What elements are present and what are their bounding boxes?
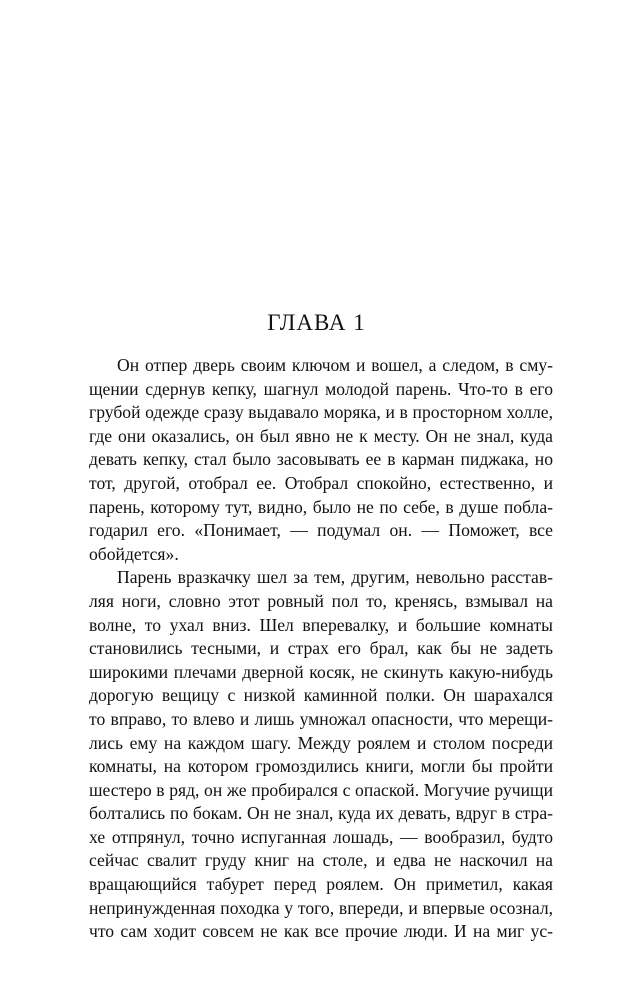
text-line: парень, которому тут, видно, было не по себе, в душе побла-: [89, 496, 553, 517]
body-text: [89, 354, 553, 944]
text-line: хе отпрянул, точно испуганная лошадь, — вообразил, будто: [89, 826, 553, 847]
text-line: сейчас свалит груду книг на столе, и едва не наскочил на: [89, 850, 553, 871]
text-line: волне, то ухал вниз. Шел вперевалку, и большие комнаты: [89, 614, 553, 635]
text-line: шестеро в ряд, он же пробирался с опаской. Могучие ручищи: [89, 779, 553, 800]
text-line: болтались по бокам. Он не знал, куда их девать, вдруг в стра-: [89, 803, 553, 824]
text-line: широкими плечами дверной косяк, не скинуть какую-нибудь: [89, 661, 553, 682]
text-line: вращающийся табурет перед роялем. Он приметил, какая: [89, 874, 553, 895]
text-line: девать кепку, стал было засовывать ее в карман пиджака, но: [89, 449, 553, 470]
chapter-title: ГЛАВА 1: [267, 310, 366, 335]
text-line: комнаты, на котором громоздились книги, могли бы пройти: [89, 756, 553, 777]
text-line: лись ему на каждом шагу. Между роялем и столом посреди: [89, 732, 553, 753]
text-line: то вправо, то влево и лишь умножал опасности, что мерещи-: [89, 708, 553, 729]
text-line: годарил его. «Понимает, — подумал он. — Поможет, все: [89, 520, 553, 541]
paragraph-1: [89, 354, 553, 566]
text-line: Парень вразкачку шел за тем, другим, невольно расстав-: [117, 567, 553, 588]
text-line: что сам ходит совсем не как все прочие люди. И на миг ус-: [89, 921, 553, 942]
text-line: щении сдернув кепку, шагнул молодой парень. Что-то в его: [89, 378, 553, 399]
text-line: где они оказались, он был явно не к месту. Он не знал, куда: [89, 425, 553, 446]
text-line: непринужденная походка у того, впереди, и впервые осознал,: [89, 897, 553, 918]
text-line: становились тесными, и страх его брал, как бы не задеть: [89, 638, 553, 659]
text-line: обойдется».: [89, 543, 179, 564]
text-line: ляя ноги, словно этот ровный пол то, кренясь, взмывал на: [89, 590, 553, 611]
text-line: тот, другой, отобрал ее. Отобрал спокойно, естественно, и: [89, 472, 553, 493]
text-line: дорогую вещицу с низкой каминной полки. Он шарахался: [89, 685, 553, 706]
paragraph-2: [89, 566, 553, 944]
text-line: грубой одежде сразу выдавало моряка, и в просторном холле,: [89, 402, 553, 423]
text-line: Он отпер дверь своим ключом и вошел, а следом, в сму-: [117, 355, 553, 375]
